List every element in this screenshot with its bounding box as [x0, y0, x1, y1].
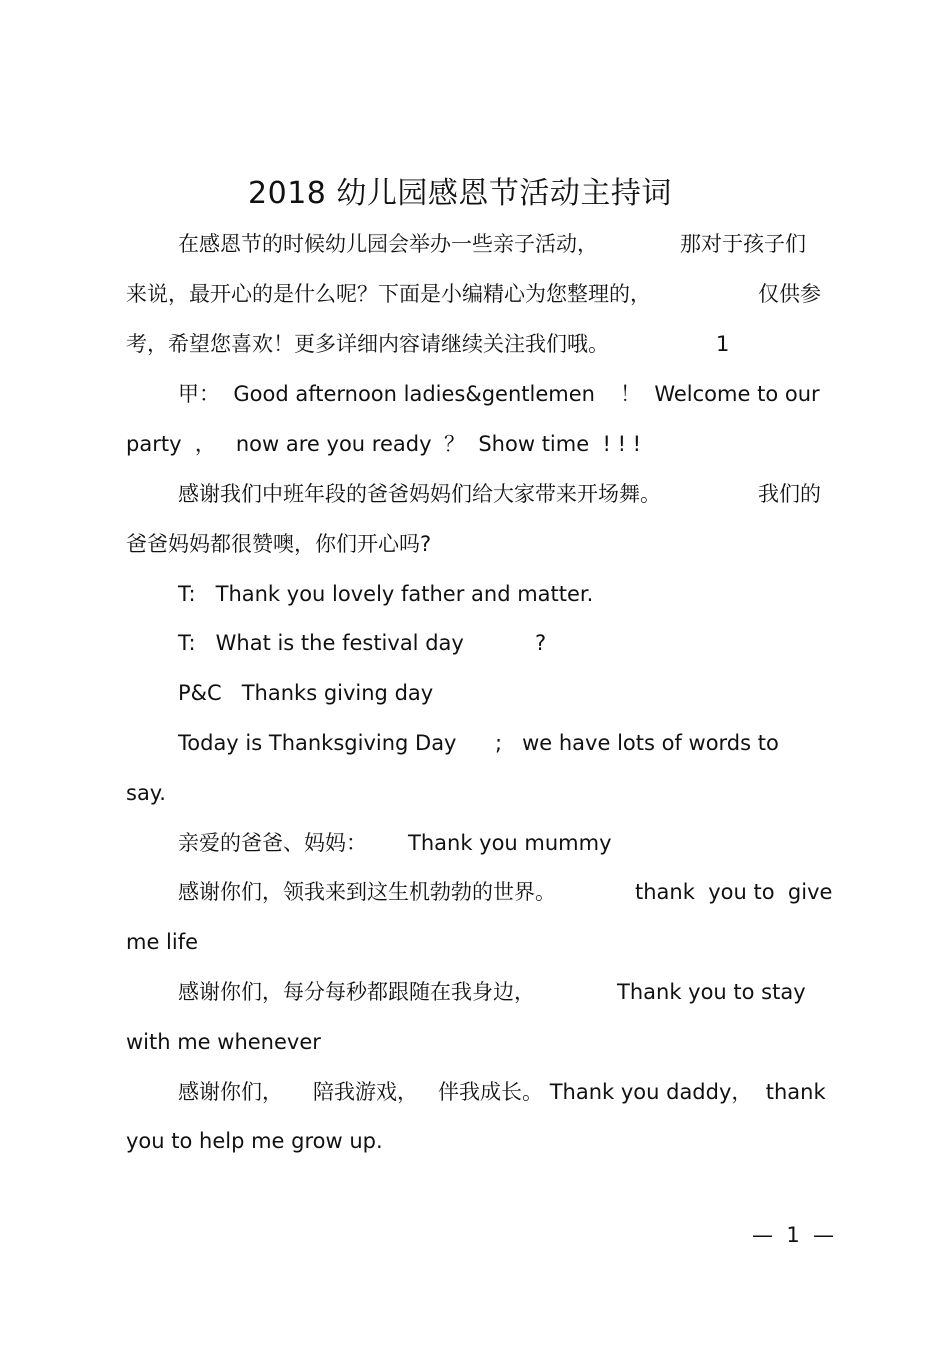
paragraph-line: 爸爸妈妈都很赞噢，你们开心吗?	[126, 532, 432, 556]
paragraph-line: Thank you to stay	[617, 980, 806, 1004]
paragraph-line: Thank you mummy	[408, 831, 612, 855]
page-number: — 1 —	[752, 1223, 835, 1247]
document-title: 2018 幼儿园感恩节活动主持词	[248, 176, 672, 211]
paragraph-line: 那对于孩子们	[680, 232, 806, 256]
paragraph-line: me life	[126, 930, 199, 954]
paragraph-line: 陪我游戏， 伴我成长。 Thank you daddy， thank	[313, 1080, 826, 1104]
paragraph-line: with me whenever	[126, 1030, 321, 1054]
paragraph-line: ?	[535, 631, 547, 655]
paragraph-line: 我们的	[758, 482, 821, 506]
paragraph-line: 感谢你们，每分每秒都跟随在我身边，	[178, 980, 535, 1004]
paragraph-line: ; we have lots of words to	[495, 731, 779, 755]
paragraph-line: you to help me grow up.	[126, 1129, 383, 1153]
paragraph-line: say.	[126, 781, 166, 805]
paragraph-line: party ， now are you ready	[126, 432, 432, 456]
paragraph-line: T: Thank you lovely father and matter.	[178, 582, 594, 606]
paragraph-line: ？ Show time ! ! !	[444, 432, 642, 456]
paragraph-line: 感谢你们，	[178, 1080, 283, 1104]
paragraph-line: 仅供参	[758, 282, 821, 306]
paragraph-line: 来说，最开心的是什么呢？下面是小编精心为您整理的，	[126, 282, 651, 306]
paragraph-line: Today is Thanksgiving Day	[178, 731, 457, 755]
paragraph-line: 在感恩节的时候幼儿园会举办一些亲子活动，	[178, 232, 598, 256]
paragraph-line: 1	[716, 332, 730, 356]
paragraph-line: 甲： Good afternoon ladies&gentlemen	[178, 382, 595, 406]
paragraph-line: thank you to give	[635, 880, 833, 904]
paragraph-line: 亲爱的爸爸、妈妈：	[178, 831, 367, 855]
paragraph-line: P&C Thanks giving day	[178, 681, 434, 705]
paragraph-line: 考，希望您喜欢！更多详细内容请继续关注我们哦。	[126, 332, 609, 356]
paragraph-line: 感谢我们中班年段的爸爸妈妈们给大家带来开场舞。	[178, 482, 661, 506]
paragraph-line: T: What is the festival day	[178, 631, 464, 655]
paragraph-line: 感谢你们，领我来到这生机勃勃的世界。	[178, 880, 556, 904]
paragraph-line: ！ Welcome to our	[620, 382, 820, 406]
